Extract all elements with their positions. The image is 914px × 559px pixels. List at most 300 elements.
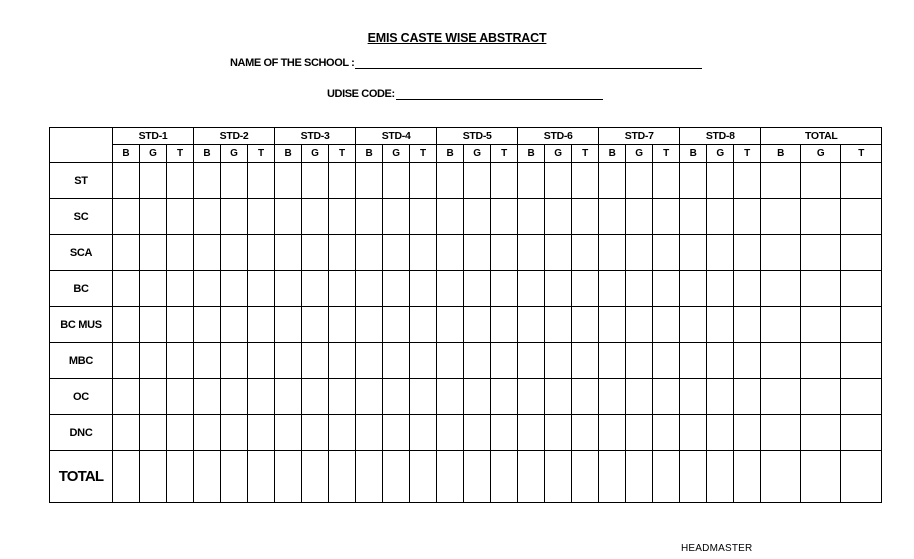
blank-count-cell bbox=[545, 451, 572, 503]
blank-count-cell bbox=[680, 307, 707, 343]
blank-count-cell bbox=[329, 235, 356, 271]
blank-count-cell bbox=[356, 415, 383, 451]
blank-count-cell bbox=[248, 163, 275, 199]
blank-count-cell bbox=[221, 235, 248, 271]
blank-count-cell bbox=[801, 343, 841, 379]
blank-count-cell bbox=[491, 271, 518, 307]
blank-count-cell bbox=[491, 163, 518, 199]
category-row bbox=[50, 199, 882, 235]
blank-count-cell bbox=[383, 343, 410, 379]
caste-abstract-table bbox=[49, 127, 882, 503]
category-label: OC bbox=[50, 379, 113, 415]
sub-column-header: G bbox=[383, 145, 410, 163]
blank-count-cell bbox=[518, 415, 545, 451]
blank-count-cell bbox=[275, 235, 302, 271]
column-group-header: STD-5 bbox=[437, 128, 518, 145]
blank-count-cell bbox=[275, 415, 302, 451]
blank-count-cell bbox=[801, 163, 841, 199]
blank-count-cell bbox=[194, 163, 221, 199]
blank-count-cell bbox=[491, 451, 518, 503]
blank-count-cell bbox=[653, 163, 680, 199]
blank-count-cell bbox=[626, 379, 653, 415]
blank-count-cell bbox=[302, 343, 329, 379]
blank-count-cell bbox=[599, 379, 626, 415]
blank-count-cell bbox=[248, 343, 275, 379]
category-row bbox=[50, 235, 882, 271]
blank-count-cell bbox=[410, 415, 437, 451]
category-row bbox=[50, 343, 882, 379]
blank-count-cell bbox=[801, 235, 841, 271]
school-name-field bbox=[230, 57, 702, 69]
blank-count-cell bbox=[113, 451, 140, 503]
blank-count-cell bbox=[194, 415, 221, 451]
blank-count-cell bbox=[518, 451, 545, 503]
blank-count-cell bbox=[707, 271, 734, 307]
blank-count-cell bbox=[761, 199, 801, 235]
blank-count-cell bbox=[302, 415, 329, 451]
blank-count-cell bbox=[437, 343, 464, 379]
column-group-header: STD-1 bbox=[113, 128, 194, 145]
blank-count-cell bbox=[356, 163, 383, 199]
blank-count-cell bbox=[653, 415, 680, 451]
blank-count-cell bbox=[734, 199, 761, 235]
blank-count-cell bbox=[194, 379, 221, 415]
blank-count-cell bbox=[140, 451, 167, 503]
blank-count-cell bbox=[113, 199, 140, 235]
blank-count-cell bbox=[841, 163, 882, 199]
blank-count-cell bbox=[140, 415, 167, 451]
category-row bbox=[50, 163, 882, 199]
blank-count-cell bbox=[734, 415, 761, 451]
blank-count-cell bbox=[761, 163, 801, 199]
blank-count-cell bbox=[329, 379, 356, 415]
blank-count-cell bbox=[841, 451, 882, 503]
blank-count-cell bbox=[734, 163, 761, 199]
headmaster-signature-label: HEADMASTER bbox=[681, 543, 753, 554]
column-group-header: STD-6 bbox=[518, 128, 599, 145]
blank-count-cell bbox=[167, 235, 194, 271]
blank-count-cell bbox=[275, 163, 302, 199]
column-group-header: TOTAL bbox=[761, 128, 882, 145]
blank-count-cell bbox=[572, 451, 599, 503]
sub-column-header: T bbox=[491, 145, 518, 163]
blank-count-cell bbox=[410, 163, 437, 199]
blank-count-cell bbox=[383, 415, 410, 451]
blank-count-cell bbox=[734, 343, 761, 379]
blank-count-cell bbox=[221, 307, 248, 343]
document-title bbox=[0, 31, 914, 45]
udise-code-field bbox=[327, 88, 603, 100]
blank-count-cell bbox=[518, 343, 545, 379]
column-group-header: STD-8 bbox=[680, 128, 761, 145]
blank-count-cell bbox=[410, 451, 437, 503]
blank-count-cell bbox=[410, 199, 437, 235]
blank-count-cell bbox=[680, 415, 707, 451]
category-label: BC bbox=[50, 271, 113, 307]
category-label: DNC bbox=[50, 415, 113, 451]
blank-count-cell bbox=[167, 415, 194, 451]
blank-count-cell bbox=[113, 235, 140, 271]
category-label: ST bbox=[50, 163, 113, 199]
sub-column-header: B bbox=[113, 145, 140, 163]
blank-count-cell bbox=[437, 415, 464, 451]
blank-count-cell bbox=[464, 379, 491, 415]
blank-count-cell bbox=[437, 307, 464, 343]
category-row bbox=[50, 379, 882, 415]
blank-count-cell bbox=[248, 271, 275, 307]
blank-count-cell bbox=[599, 343, 626, 379]
blank-count-cell bbox=[275, 271, 302, 307]
blank-count-cell bbox=[113, 307, 140, 343]
blank-count-cell bbox=[329, 415, 356, 451]
blank-count-cell bbox=[275, 343, 302, 379]
blank-count-cell bbox=[599, 415, 626, 451]
blank-count-cell bbox=[599, 307, 626, 343]
blank-count-cell bbox=[491, 379, 518, 415]
blank-count-cell bbox=[572, 379, 599, 415]
sub-column-header: T bbox=[572, 145, 599, 163]
blank-count-cell bbox=[410, 307, 437, 343]
sub-column-header: G bbox=[464, 145, 491, 163]
sub-column-header: G bbox=[801, 145, 841, 163]
blank-count-cell bbox=[383, 163, 410, 199]
blank-count-cell bbox=[140, 235, 167, 271]
blank-count-cell bbox=[680, 451, 707, 503]
blank-count-cell bbox=[761, 415, 801, 451]
blank-count-cell bbox=[761, 235, 801, 271]
blank-count-cell bbox=[491, 343, 518, 379]
blank-count-cell bbox=[841, 235, 882, 271]
blank-count-cell bbox=[383, 379, 410, 415]
blank-count-cell bbox=[572, 307, 599, 343]
blank-count-cell bbox=[707, 379, 734, 415]
blank-count-cell bbox=[275, 199, 302, 235]
blank-count-cell bbox=[801, 307, 841, 343]
blank-count-cell bbox=[680, 379, 707, 415]
blank-count-cell bbox=[599, 271, 626, 307]
blank-count-cell bbox=[302, 307, 329, 343]
category-row bbox=[50, 271, 882, 307]
blank-count-cell bbox=[626, 343, 653, 379]
blank-count-cell bbox=[356, 235, 383, 271]
blank-count-cell bbox=[626, 307, 653, 343]
blank-count-cell bbox=[113, 343, 140, 379]
blank-count-cell bbox=[545, 415, 572, 451]
blank-count-cell bbox=[329, 199, 356, 235]
blank-count-cell bbox=[518, 307, 545, 343]
blank-count-cell bbox=[140, 199, 167, 235]
sub-column-header: B bbox=[356, 145, 383, 163]
blank-count-cell bbox=[221, 199, 248, 235]
blank-count-cell bbox=[113, 415, 140, 451]
blank-count-cell bbox=[383, 451, 410, 503]
blank-count-cell bbox=[437, 235, 464, 271]
blank-count-cell bbox=[761, 271, 801, 307]
blank-count-cell bbox=[221, 343, 248, 379]
blank-count-cell bbox=[140, 307, 167, 343]
blank-count-cell bbox=[275, 379, 302, 415]
sub-column-header: T bbox=[167, 145, 194, 163]
blank-count-cell bbox=[680, 199, 707, 235]
sub-column-header: T bbox=[410, 145, 437, 163]
blank-count-cell bbox=[841, 343, 882, 379]
blank-count-cell bbox=[626, 163, 653, 199]
total-row bbox=[50, 451, 882, 503]
blank-count-cell bbox=[167, 343, 194, 379]
blank-count-cell bbox=[801, 271, 841, 307]
blank-count-cell bbox=[356, 451, 383, 503]
blank-count-cell bbox=[194, 343, 221, 379]
group-header-row bbox=[50, 128, 882, 145]
blank-count-cell bbox=[464, 235, 491, 271]
blank-count-cell bbox=[140, 271, 167, 307]
blank-count-cell bbox=[194, 199, 221, 235]
blank-count-cell bbox=[707, 163, 734, 199]
blank-count-cell bbox=[113, 163, 140, 199]
blank-count-cell bbox=[518, 163, 545, 199]
sub-column-header: G bbox=[626, 145, 653, 163]
blank-count-cell bbox=[140, 163, 167, 199]
blank-count-cell bbox=[626, 199, 653, 235]
blank-count-cell bbox=[383, 199, 410, 235]
blank-count-cell bbox=[221, 379, 248, 415]
sub-column-header: T bbox=[329, 145, 356, 163]
blank-count-cell bbox=[167, 199, 194, 235]
blank-count-cell bbox=[680, 235, 707, 271]
blank-count-cell bbox=[841, 307, 882, 343]
udise-code-line bbox=[396, 88, 603, 100]
blank-count-cell bbox=[626, 271, 653, 307]
blank-count-cell bbox=[437, 199, 464, 235]
blank-count-cell bbox=[599, 451, 626, 503]
blank-count-cell bbox=[167, 379, 194, 415]
blank-count-cell bbox=[734, 451, 761, 503]
blank-count-cell bbox=[302, 379, 329, 415]
blank-count-cell bbox=[491, 415, 518, 451]
udise-code-label: UDISE CODE: bbox=[327, 88, 395, 100]
category-label: MBC bbox=[50, 343, 113, 379]
blank-count-cell bbox=[734, 379, 761, 415]
blank-count-cell bbox=[545, 163, 572, 199]
blank-count-cell bbox=[356, 199, 383, 235]
blank-count-cell bbox=[464, 343, 491, 379]
blank-count-cell bbox=[113, 379, 140, 415]
blank-count-cell bbox=[302, 235, 329, 271]
blank-count-cell bbox=[248, 199, 275, 235]
blank-count-cell bbox=[329, 271, 356, 307]
blank-count-cell bbox=[464, 307, 491, 343]
blank-count-cell bbox=[707, 199, 734, 235]
blank-count-cell bbox=[572, 235, 599, 271]
blank-count-cell bbox=[761, 379, 801, 415]
blank-count-cell bbox=[707, 343, 734, 379]
blank-count-cell bbox=[653, 235, 680, 271]
blank-count-cell bbox=[464, 163, 491, 199]
category-row bbox=[50, 307, 882, 343]
blank-count-cell bbox=[167, 307, 194, 343]
blank-count-cell bbox=[518, 379, 545, 415]
blank-count-cell bbox=[356, 271, 383, 307]
blank-count-cell bbox=[545, 307, 572, 343]
blank-count-cell bbox=[841, 271, 882, 307]
sub-column-header: B bbox=[437, 145, 464, 163]
blank-count-cell bbox=[841, 379, 882, 415]
blank-count-cell bbox=[707, 307, 734, 343]
blank-count-cell bbox=[194, 307, 221, 343]
sub-column-header: G bbox=[302, 145, 329, 163]
blank-count-cell bbox=[329, 451, 356, 503]
category-label: SCA bbox=[50, 235, 113, 271]
blank-count-cell bbox=[626, 235, 653, 271]
blank-count-cell bbox=[302, 163, 329, 199]
blank-count-cell bbox=[410, 235, 437, 271]
blank-count-cell bbox=[599, 199, 626, 235]
blank-count-cell bbox=[464, 199, 491, 235]
blank-count-cell bbox=[356, 307, 383, 343]
category-label: SC bbox=[50, 199, 113, 235]
blank-count-cell bbox=[302, 271, 329, 307]
sub-column-header: T bbox=[841, 145, 882, 163]
blank-count-cell bbox=[545, 235, 572, 271]
blank-count-cell bbox=[194, 451, 221, 503]
column-group-header: STD-3 bbox=[275, 128, 356, 145]
blank-count-cell bbox=[437, 271, 464, 307]
blank-count-cell bbox=[572, 343, 599, 379]
blank-count-cell bbox=[383, 307, 410, 343]
blank-count-cell bbox=[572, 271, 599, 307]
blank-count-cell bbox=[801, 415, 841, 451]
sub-column-header: G bbox=[707, 145, 734, 163]
blank-count-cell bbox=[248, 307, 275, 343]
blank-count-cell bbox=[329, 163, 356, 199]
blank-count-cell bbox=[545, 199, 572, 235]
sub-column-header: B bbox=[275, 145, 302, 163]
sub-column-header: G bbox=[140, 145, 167, 163]
sub-column-header: B bbox=[680, 145, 707, 163]
blank-count-cell bbox=[329, 343, 356, 379]
document-title-text: EMIS CASTE WISE ABSTRACT bbox=[367, 31, 547, 45]
blank-count-cell bbox=[801, 199, 841, 235]
blank-count-cell bbox=[437, 163, 464, 199]
blank-count-cell bbox=[275, 451, 302, 503]
blank-count-cell bbox=[572, 163, 599, 199]
blank-count-cell bbox=[734, 235, 761, 271]
blank-count-cell bbox=[221, 415, 248, 451]
blank-count-cell bbox=[653, 451, 680, 503]
blank-count-cell bbox=[248, 379, 275, 415]
blank-count-cell bbox=[383, 235, 410, 271]
blank-count-cell bbox=[518, 271, 545, 307]
blank-count-cell bbox=[491, 199, 518, 235]
blank-count-cell bbox=[626, 451, 653, 503]
blank-count-cell bbox=[518, 199, 545, 235]
blank-count-cell bbox=[707, 451, 734, 503]
blank-count-cell bbox=[680, 271, 707, 307]
category-row bbox=[50, 415, 882, 451]
blank-count-cell bbox=[275, 307, 302, 343]
blank-count-cell bbox=[113, 271, 140, 307]
sub-column-header: T bbox=[653, 145, 680, 163]
blank-count-cell bbox=[841, 415, 882, 451]
blank-count-cell bbox=[194, 271, 221, 307]
blank-count-cell bbox=[626, 415, 653, 451]
sub-column-header: B bbox=[194, 145, 221, 163]
blank-count-cell bbox=[761, 451, 801, 503]
blank-count-cell bbox=[140, 379, 167, 415]
blank-count-cell bbox=[707, 415, 734, 451]
blank-count-cell bbox=[653, 343, 680, 379]
blank-count-cell bbox=[383, 271, 410, 307]
blank-count-cell bbox=[545, 343, 572, 379]
blank-count-cell bbox=[518, 235, 545, 271]
column-group-header: STD-7 bbox=[599, 128, 680, 145]
blank-count-cell bbox=[464, 271, 491, 307]
blank-count-cell bbox=[140, 343, 167, 379]
school-name-line bbox=[355, 57, 702, 69]
column-group-header: STD-4 bbox=[356, 128, 437, 145]
blank-count-cell bbox=[545, 379, 572, 415]
blank-count-cell bbox=[302, 199, 329, 235]
corner-cell bbox=[50, 128, 113, 163]
blank-count-cell bbox=[680, 163, 707, 199]
blank-count-cell bbox=[653, 271, 680, 307]
blank-count-cell bbox=[464, 415, 491, 451]
school-name-label: NAME OF THE SCHOOL : bbox=[230, 57, 355, 69]
blank-count-cell bbox=[801, 451, 841, 503]
blank-count-cell bbox=[248, 415, 275, 451]
sub-header-row bbox=[50, 145, 882, 163]
blank-count-cell bbox=[680, 343, 707, 379]
blank-count-cell bbox=[761, 307, 801, 343]
blank-count-cell bbox=[194, 235, 221, 271]
blank-count-cell bbox=[572, 415, 599, 451]
blank-count-cell bbox=[653, 307, 680, 343]
blank-count-cell bbox=[437, 451, 464, 503]
category-label: BC MUS bbox=[50, 307, 113, 343]
blank-count-cell bbox=[221, 163, 248, 199]
sub-column-header: G bbox=[545, 145, 572, 163]
blank-count-cell bbox=[356, 379, 383, 415]
blank-count-cell bbox=[572, 199, 599, 235]
blank-count-cell bbox=[841, 199, 882, 235]
sub-column-header: B bbox=[761, 145, 801, 163]
blank-count-cell bbox=[464, 451, 491, 503]
blank-count-cell bbox=[734, 307, 761, 343]
blank-count-cell bbox=[801, 379, 841, 415]
sub-column-header: G bbox=[221, 145, 248, 163]
total-row-label: TOTAL bbox=[50, 451, 113, 503]
blank-count-cell bbox=[248, 451, 275, 503]
column-group-header: STD-2 bbox=[194, 128, 275, 145]
blank-count-cell bbox=[167, 163, 194, 199]
blank-count-cell bbox=[707, 235, 734, 271]
blank-count-cell bbox=[761, 343, 801, 379]
blank-count-cell bbox=[437, 379, 464, 415]
blank-count-cell bbox=[410, 379, 437, 415]
sub-column-header: B bbox=[518, 145, 545, 163]
blank-count-cell bbox=[221, 451, 248, 503]
blank-count-cell bbox=[491, 235, 518, 271]
blank-count-cell bbox=[734, 271, 761, 307]
blank-count-cell bbox=[356, 343, 383, 379]
blank-count-cell bbox=[653, 379, 680, 415]
sub-column-header: B bbox=[599, 145, 626, 163]
blank-count-cell bbox=[653, 199, 680, 235]
blank-count-cell bbox=[329, 307, 356, 343]
blank-count-cell bbox=[167, 271, 194, 307]
blank-count-cell bbox=[167, 451, 194, 503]
blank-count-cell bbox=[599, 235, 626, 271]
